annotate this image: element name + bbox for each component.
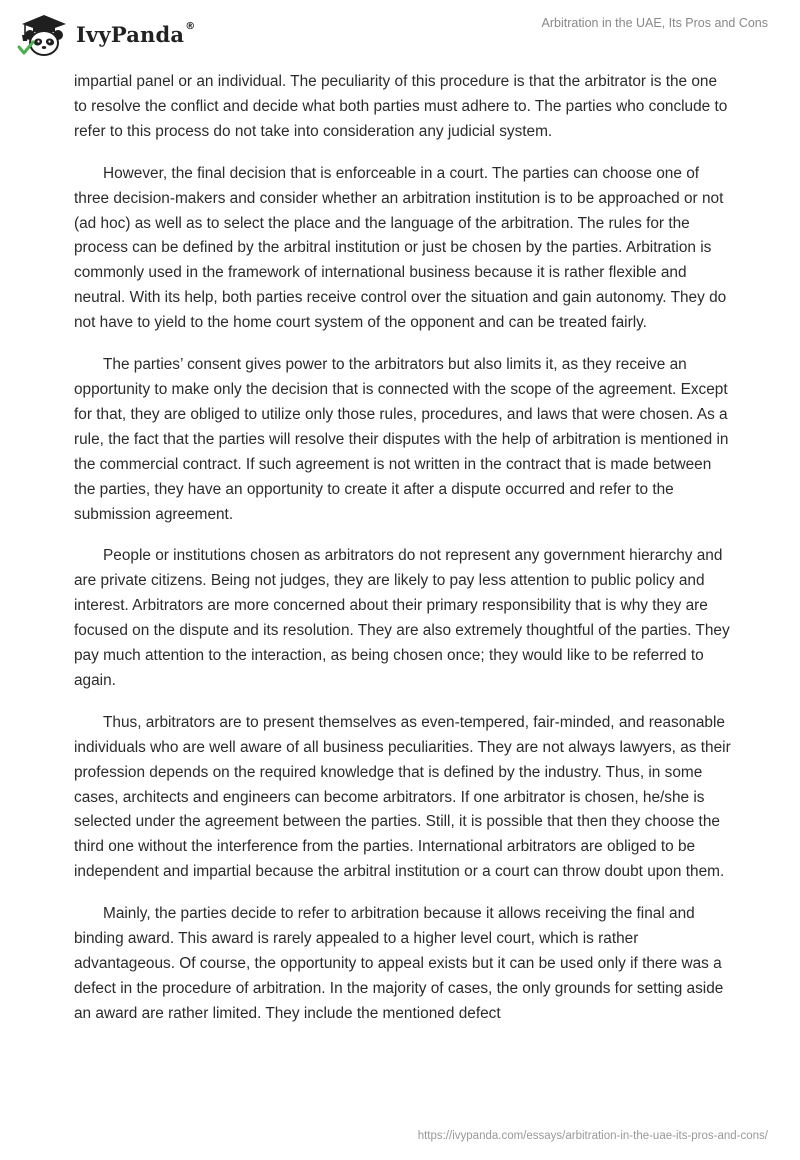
- ivypanda-logo[interactable]: [14, 8, 195, 60]
- registered-mark: ®: [185, 20, 196, 32]
- paragraph: Mainly, the parties decide to refer to arbitration because it allows receiving the final and binding award. This award is rarely appealed to a higher level court, which is rather advantageous. Of course, the opportunity to appeal exists but it can be used only if there was a defect in the procedure of arbitration. In the majority of cases, the only grounds for setting aside an award are rather limited. They include the mentioned defect: [74, 905, 724, 1022]
- page-header: [0, 0, 800, 70]
- paragraph: The parties’ consent gives power to the arbitrators but also limits it, as they receive an opportunity to make only the decision that is connected with the scope of the agreement. Except for that, they are obliged to utilize only those rules, procedures, and laws that were chosen. As a rule, the fact that the parties will resolve their disputes with the help of arbitration is mentioned in the commercial contract. If such agreement is not written in the contract that is made between the parties, they have an opportunity to create it after a dispute occurred and refer to the submission agreement.: [74, 356, 729, 523]
- paragraph: People or institutions chosen as arbitrators do not represent any government hierarchy and are private citizens. Being not judges, they are likely to pay less attention to public policy and interest. Arbitrators are more concerned about their primary responsibility that is why they are focused on the dispute and its resolution. They are also extremely thoughtful of the parties. They pay much attention to the interaction, as being chosen once; they would like to be referred to again.: [74, 547, 730, 689]
- paragraph: However, the final decision that is enforceable in a court. The parties can choose one of three decision-makers and consider whether an arbitration institution is to be approached or not (ad hoc) as well as to select the place and the language of the arbitration. The rules for the process can be defined by the arbitral institution or just be chosen by the parties. Arbitration is commonly used in the framework of international business because it is rather flexible and neutral. With its help, both parties receive control over the situation and gain autonomy. They do not have to yield to the home court system of the opponent and can be treated fairly.: [74, 164, 727, 332]
- source-url-link[interactable]: https://ivypanda.com/essays/arbitration-in-the-uae-its-pros-and-cons/: [417, 1130, 768, 1142]
- panda-graduate-icon: [14, 9, 72, 59]
- document-title: Arbitration in the UAE, Its Pros and Cons: [541, 16, 768, 30]
- logo-wordmark: IvyPanda®: [76, 20, 196, 47]
- paragraph: impartial panel or an individual. The peculiarity of this procedure is that the arbitrator is the one to resolve the conflict and decide what both parties must adhere to. The parties who conclude to refer to this process do not take into consideration any judicial system.: [74, 73, 728, 140]
- essay-body: [74, 70, 734, 1044]
- paragraph: Thus, arbitrators are to present themselves as even-tempered, fair-minded, and reasonable individuals who are well aware of all business peculiarities. They are not always lawyers, as their profession depends on the required knowledge that is defined by the industry. Thus, in some cases, architects and engineers can become arbitrators. If one arbitrator is chosen, he/she is selected under the agreement between the parties. Still, it is possible that then they choose the third one without the interference from the parties. International arbitrators are obliged to be independent and impartial because the arbitral institution or a court can throw doubt upon them.: [74, 713, 731, 881]
